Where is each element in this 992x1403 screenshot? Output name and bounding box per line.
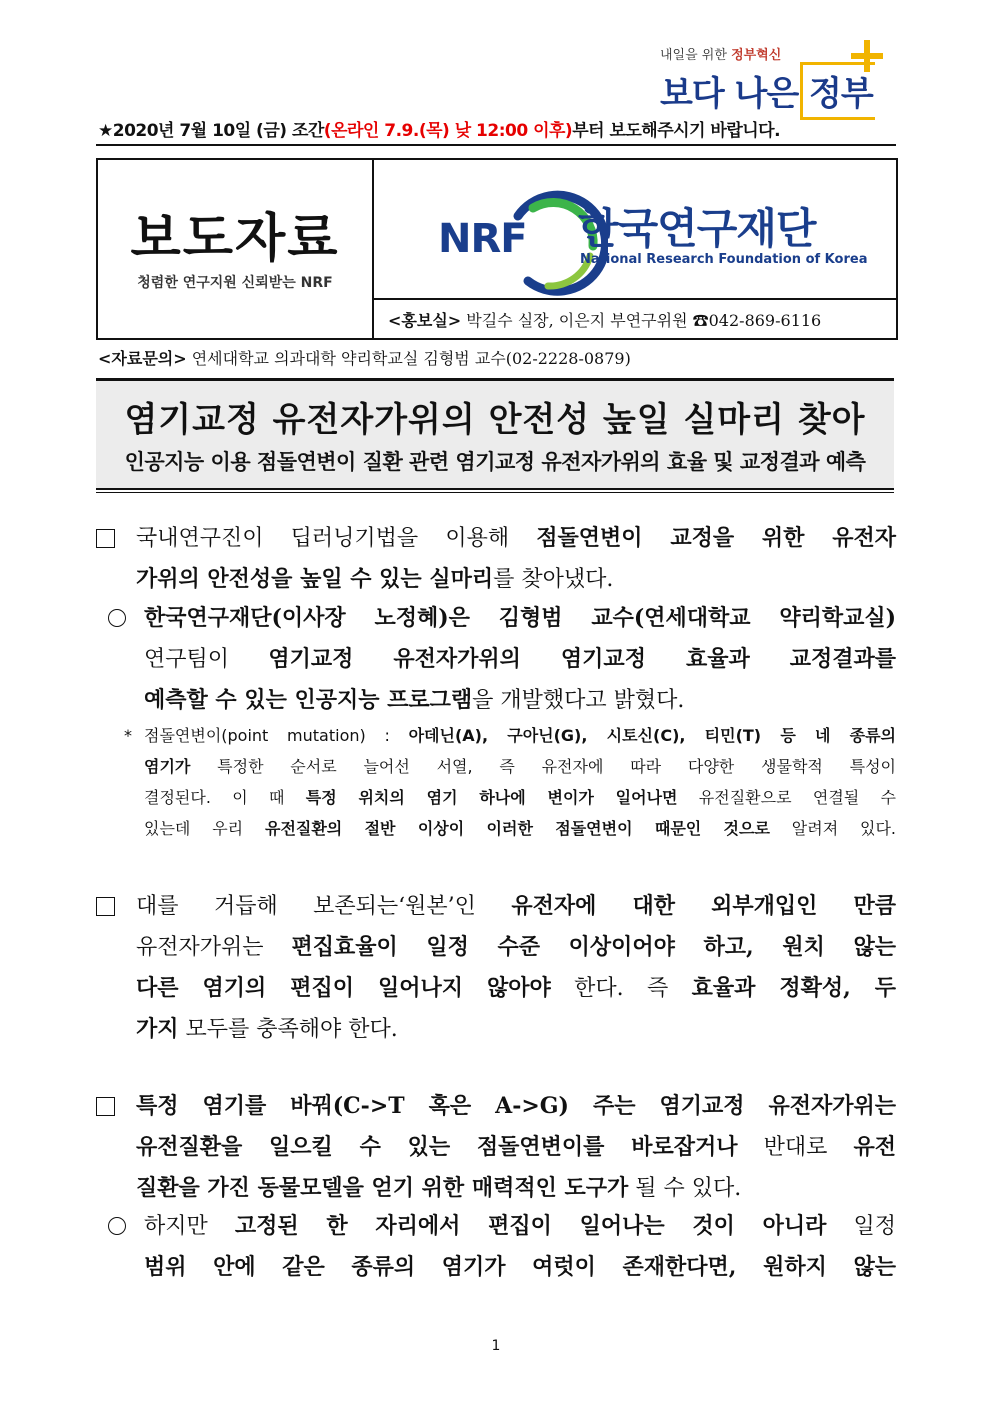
government-innovation-logo	[660, 40, 900, 120]
page-number: 1	[491, 1338, 501, 1354]
pr-contact: <홍보실> 박길수 실장, 이은지 부연구위원 ☎042-869-6116	[388, 311, 822, 330]
press-header-box	[96, 158, 898, 340]
headline-title: 염기교정 유전자가위의 안전성 높일 실마리 찾아	[124, 400, 866, 440]
headline-subtitle: 인공지능 이용 점돌연변이 질환 관련 염기교정 유전자가위의 효율 및 교정결과 예측	[124, 450, 866, 474]
square-bullet-icon	[96, 897, 115, 916]
nrf-logo	[438, 178, 868, 288]
inquiry-contact: <자료문의> 연세대학교 의과대학 약리학교실 김형범 교수(02-2228-0879)	[98, 349, 631, 368]
square-bullet-icon	[96, 1097, 115, 1116]
press-release-title: 보도자료	[130, 209, 340, 269]
org-name-korean: 한국연구재단	[578, 204, 816, 253]
circle-bullet-icon	[108, 1217, 126, 1235]
org-name-english: National Research Foundation of Korea	[580, 252, 868, 267]
embargo-notice: ★2020년 7월 10일 (금) 조간(온라인 7.9.(목) 낮 12:00 이후)부터 보도해주시기 바랍니다.	[98, 121, 781, 141]
headline-box	[96, 378, 894, 490]
divider	[96, 144, 896, 146]
square-bullet-icon	[96, 529, 115, 548]
circle-bullet-icon	[108, 609, 126, 627]
nrf-abbr: NRF	[438, 216, 527, 262]
logo-tagline: 내일을 위한 정부혁신	[660, 48, 782, 63]
logo-main-text: 보다 나은 정부	[660, 74, 873, 114]
slogan: 청렴한 연구지원 신뢰받는 NRF	[137, 275, 333, 291]
